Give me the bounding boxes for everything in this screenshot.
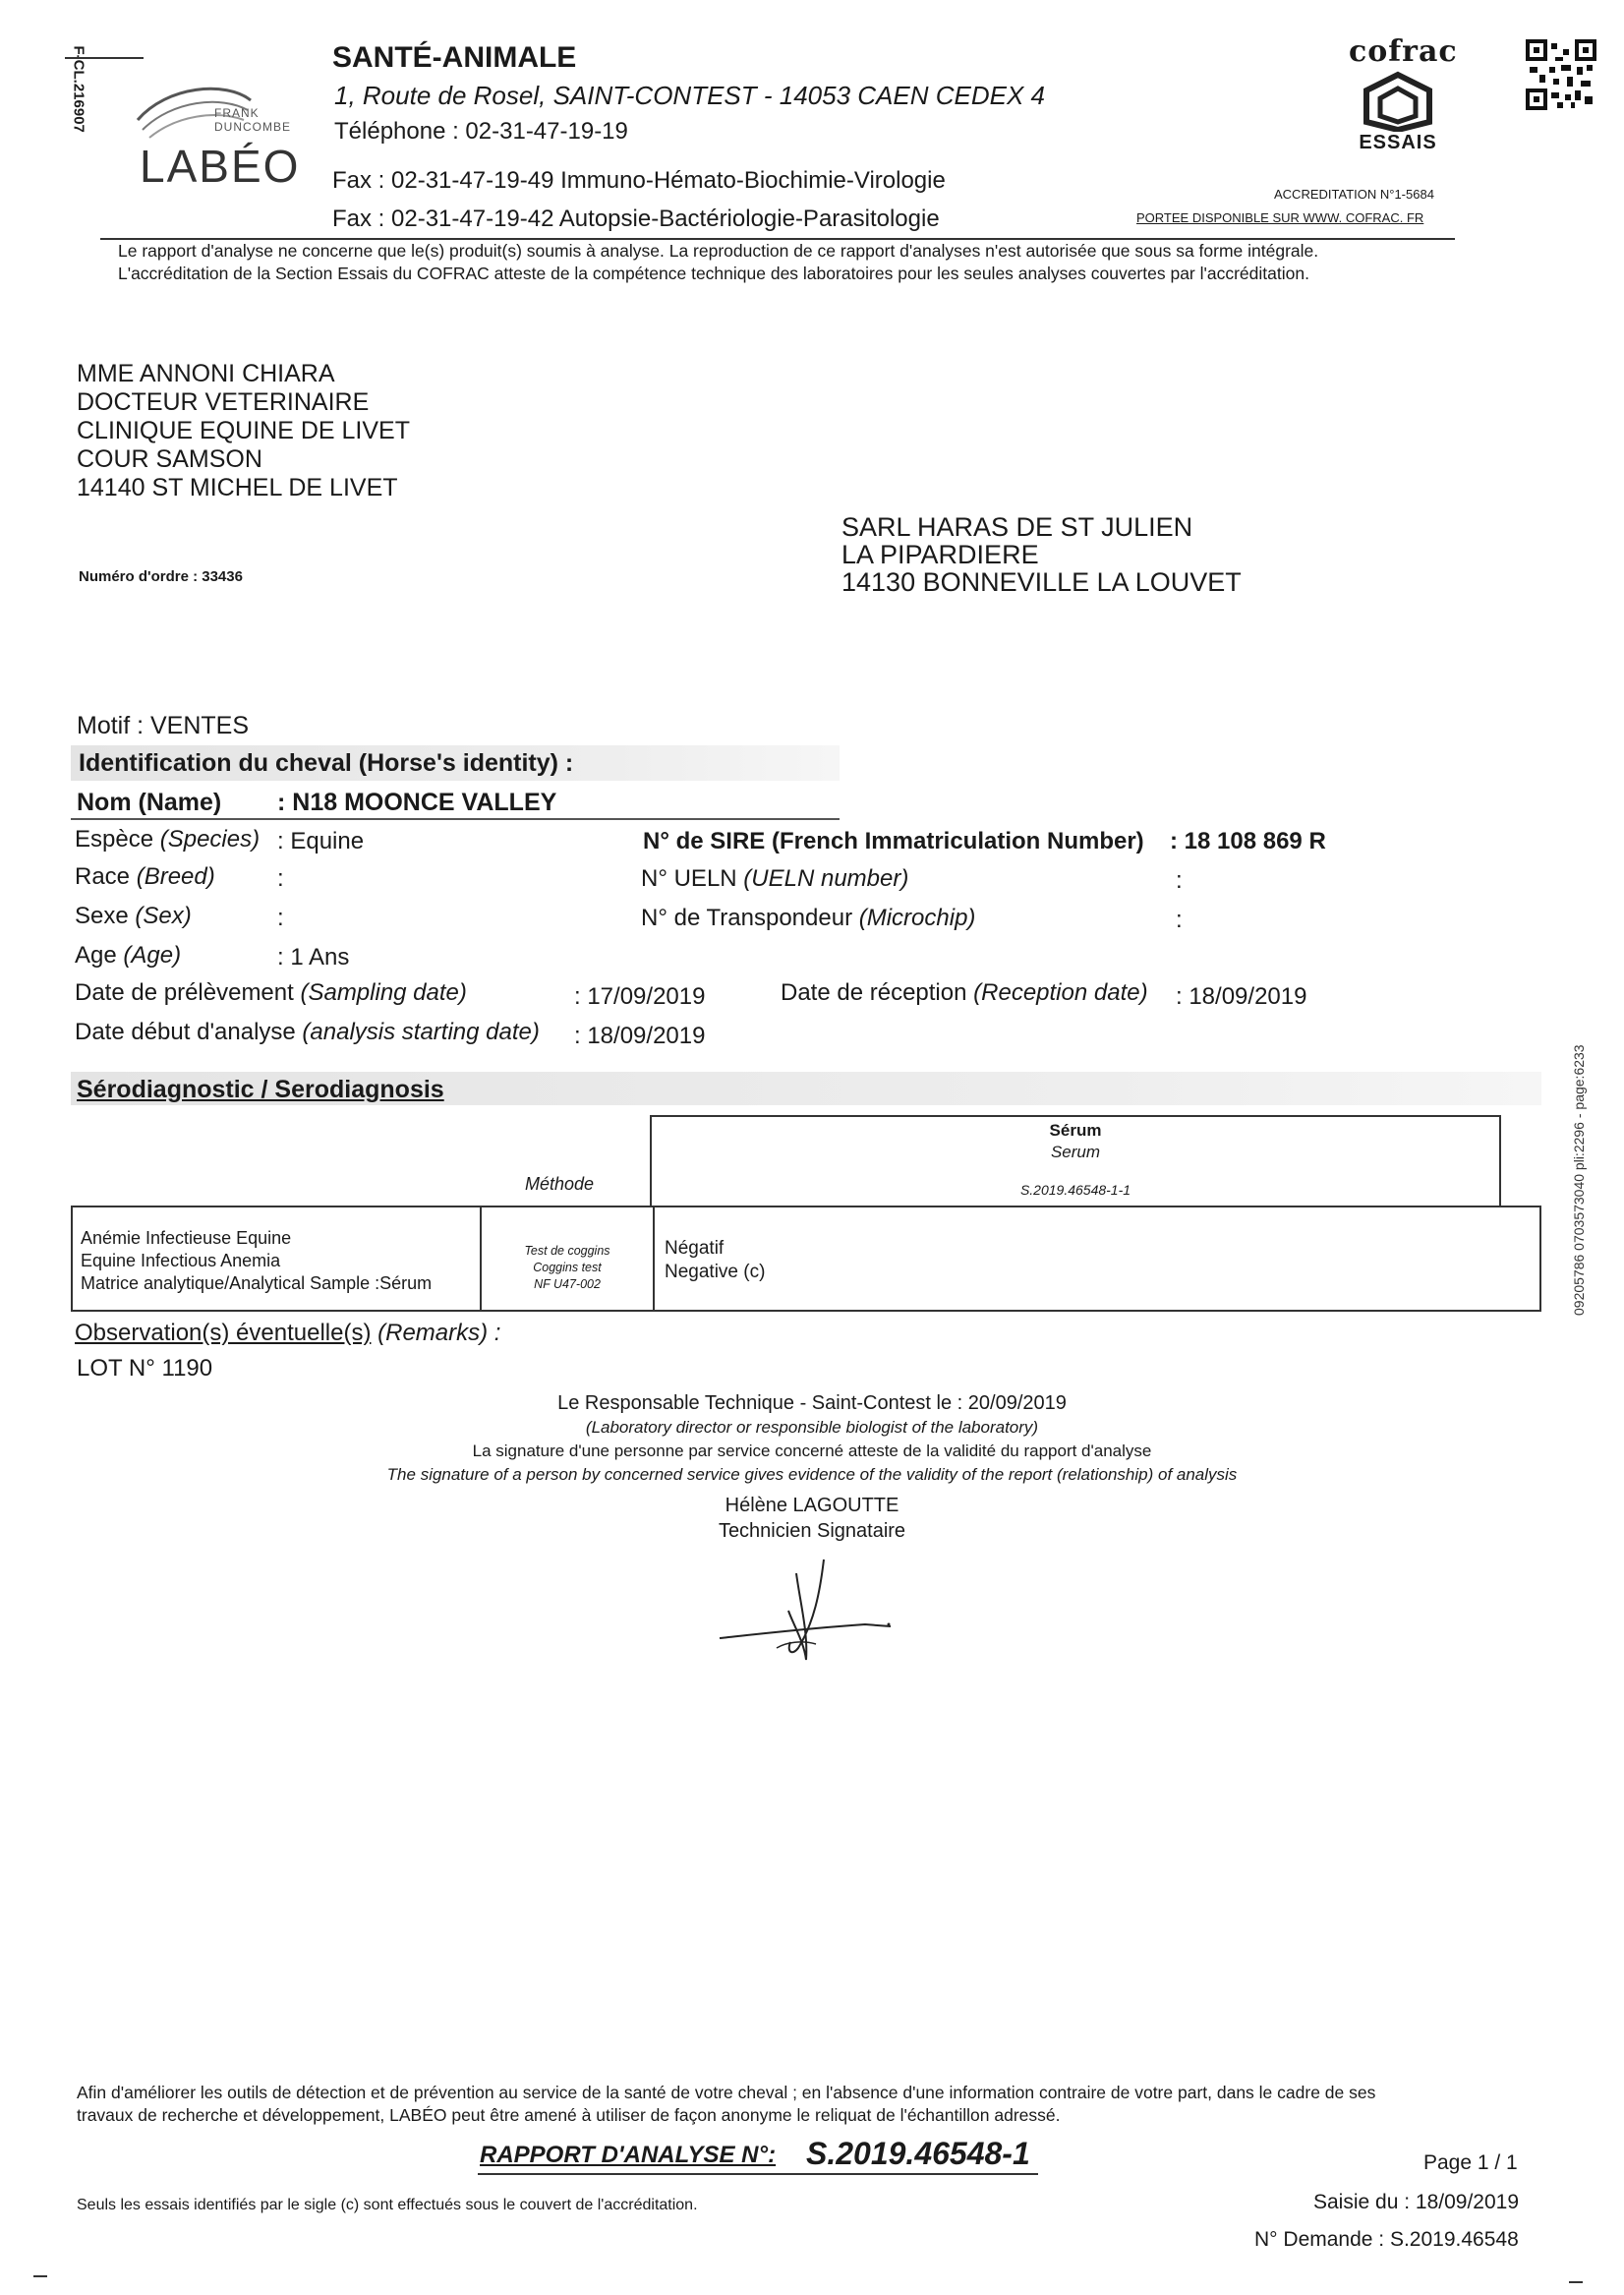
labeo-brand-small: FRANK DUNCOMBE [214, 106, 292, 134]
signatory-name: Hélène LAGOUTTE [725, 1495, 899, 1516]
reception-date-label: Date de réception (Reception date) [781, 979, 1148, 1006]
handwritten-signature [718, 1554, 904, 1672]
signatory-title: Technicien Signataire [718, 1520, 906, 1542]
test-name-en: Equine Infectious Anemia [81, 1251, 281, 1270]
ueln-value: : [1176, 867, 1183, 894]
footer-notice-1: Afin d'améliorer les outils de détection et de prévention au service de la santé de votre cheval ; en l'absence d'une information contraire de votre part, dans le cadre de ses [77, 2083, 1376, 2102]
recipient-line: CLINIQUE EQUINE DE LIVET [77, 417, 410, 444]
sire-label: N° de SIRE (French Immatriculation Number) [643, 828, 1144, 854]
test-cell [72, 1206, 481, 1311]
age-value: : 1 Ans [277, 944, 350, 971]
qr-code-icon [1526, 39, 1596, 110]
name-underline [71, 818, 840, 820]
report-disclaimer-1: Le rapport d'analyse ne concerne que le(s) produit(s) soumis à analyse. La reproduction de ce rapport d'analyses n'est autorisée que sous sa forme intégrale. [118, 241, 1319, 261]
reception-date-value: : 18/09/2019 [1176, 983, 1307, 1010]
identity-heading: Identification du cheval (Horse's identity) : [79, 749, 574, 777]
remarks-label: Observation(s) éventuelle(s) (Remarks) : [75, 1320, 501, 1346]
cofrac-hexagon-icon [1359, 71, 1437, 132]
portee-link: PORTEE DISPONIBLE SUR WWW. COFRAC. FR [1136, 210, 1424, 225]
sex-label: Sexe (Sex) [75, 903, 192, 929]
bottom-right-corner-mark [1569, 2281, 1583, 2283]
cofrac-brand: cofrac [1349, 34, 1458, 69]
report-disclaimer-2: L'accréditation de la Section Essais du COFRAC atteste de la compétence technique des laboratoires pour les seules analyses couvertes par l'accréditation. [118, 264, 1309, 283]
signature-block [222, 1390, 1402, 1544]
method-cell [481, 1206, 654, 1311]
recipient-line: COUR SAMSON [77, 445, 262, 473]
lab-address: 1, Route de Rosel, SAINT-CONTEST - 14053 CAEN CEDEX 4 [334, 81, 1045, 110]
analysis-date-value: : 18/09/2019 [574, 1023, 706, 1049]
method-line: NF U47-002 [534, 1277, 601, 1291]
sample-column-header-en: Serum [1050, 1143, 1101, 1161]
method-column-header: Méthode [525, 1174, 595, 1194]
results-table [71, 1206, 1541, 1312]
transponder-label: N° de Transpondeur (Microchip) [641, 905, 976, 931]
lab-fax-2: Fax : 02-31-47-19-42 Autopsie-Bactériologie-Parasitologie [332, 206, 940, 232]
name-label: Nom (Name) [77, 789, 222, 816]
result-en: Negative (c) [665, 1262, 766, 1282]
right-side-code: 09205786 0703573040 pli:2296 - page:6233 [1571, 1044, 1587, 1316]
test-matrix: Matrice analytique/Analytical Sample :Sérum [81, 1273, 433, 1293]
test-name-fr: Anémie Infectieuse Equine [81, 1228, 292, 1248]
sex-value: : [277, 905, 284, 931]
owner-line: LA PIPARDIERE [841, 540, 1039, 569]
owner-line: 14130 BONNEVILLE LA LOUVET [841, 567, 1242, 597]
sampling-date-label: Date de prélèvement (Sampling date) [75, 979, 467, 1006]
sire-value: : 18 108 869 R [1170, 828, 1326, 854]
recipient-address [77, 360, 410, 502]
page-number: Page 1 / 1 [1423, 2151, 1518, 2174]
entry-date: Saisie du : 18/09/2019 [1313, 2191, 1519, 2213]
bottom-left-corner-mark [33, 2275, 47, 2277]
age-label: Age (Age) [75, 942, 182, 969]
lab-fax-1: Fax : 02-31-47-19-49 Immuno-Hémato-Biochimie-Virologie [332, 167, 946, 194]
method-line: Coggins test [533, 1261, 602, 1274]
header-divider [100, 238, 1455, 240]
department-title: SANTÉ-ANIMALE [332, 41, 577, 74]
lot-number: LOT N° 1190 [77, 1355, 213, 1382]
report-number-underline [478, 2173, 1038, 2175]
signature-line-2: (Laboratory director or responsible biologist of the laboratory) [585, 1418, 1039, 1437]
report-number-label: RAPPORT D'ANALYSE N°: [480, 2142, 777, 2168]
table-row [72, 1206, 1540, 1311]
recipient-line: 14140 ST MICHEL DE LIVET [77, 474, 398, 501]
result-fr: Négatif [665, 1238, 725, 1259]
cofrac-logo [1349, 34, 1458, 173]
species-value: : Equine [277, 828, 365, 854]
species-label: Espèce (Species) [75, 826, 261, 853]
sample-column-header: Sérum [1049, 1121, 1102, 1140]
report-number: S.2019.46548-1 [806, 2136, 1030, 2171]
transponder-value: : [1176, 907, 1183, 933]
recipient-line: MME ANNONI CHIARA [77, 360, 335, 387]
request-number: N° Demande : S.2019.46548 [1254, 2228, 1519, 2251]
signature-line-4: The signature of a person by concerned service gives evidence of the validity of the report (relationship) of analysis [386, 1465, 1238, 1484]
lab-phone: Téléphone : 02-31-47-19-19 [334, 118, 628, 145]
result-cell [654, 1206, 1540, 1311]
labeo-logo [128, 81, 301, 199]
recipient-line: DOCTEUR VETERINAIRE [77, 388, 370, 416]
breed-value: : [277, 865, 284, 892]
labeo-brand: LABÉO [140, 141, 301, 192]
method-line: Test de coggins [524, 1244, 610, 1258]
accreditation-note: Seuls les essais identifiés par le sigle (c) sont effectués sous le couvert de l'accréditation. [77, 2197, 698, 2213]
ueln-label: N° UELN (UELN number) [641, 865, 909, 892]
footer-notice-2: travaux de recherche et développement, LABÉO peut être amené à utiliser de façon anonyme le reliquat de l'échantillon adressé. [77, 2105, 1061, 2125]
signature-line-3: La signature d'une personne par service concerné atteste de la validité du rapport d'analyse [472, 1442, 1152, 1460]
breed-label: Race (Breed) [75, 863, 215, 890]
cofrac-essais: ESSAIS [1359, 132, 1437, 153]
left-side-code: F-CL.216907 [70, 45, 87, 133]
order-number: Numéro d'ordre : 33436 [79, 568, 243, 585]
accreditation-number: ACCREDITATION N°1-5684 [1274, 187, 1434, 202]
signature-line-1: Le Responsable Technique - Saint-Contest le : 20/09/2019 [557, 1392, 1067, 1414]
sampling-date-value: : 17/09/2019 [574, 983, 706, 1010]
motif: Motif : VENTES [77, 712, 250, 739]
owner-address [841, 513, 1242, 596]
name-value: : N18 MOONCE VALLEY [277, 789, 557, 816]
analysis-date-label: Date début d'analyse (analysis starting date) [75, 1019, 540, 1045]
sero-heading: Sérodiagnostic / Serodiagnosis [77, 1076, 444, 1103]
top-left-corner-mark [65, 57, 144, 59]
owner-line: SARL HARAS DE ST JULIEN [841, 512, 1193, 542]
sample-id: S.2019.46548-1-1 [1019, 1182, 1131, 1198]
